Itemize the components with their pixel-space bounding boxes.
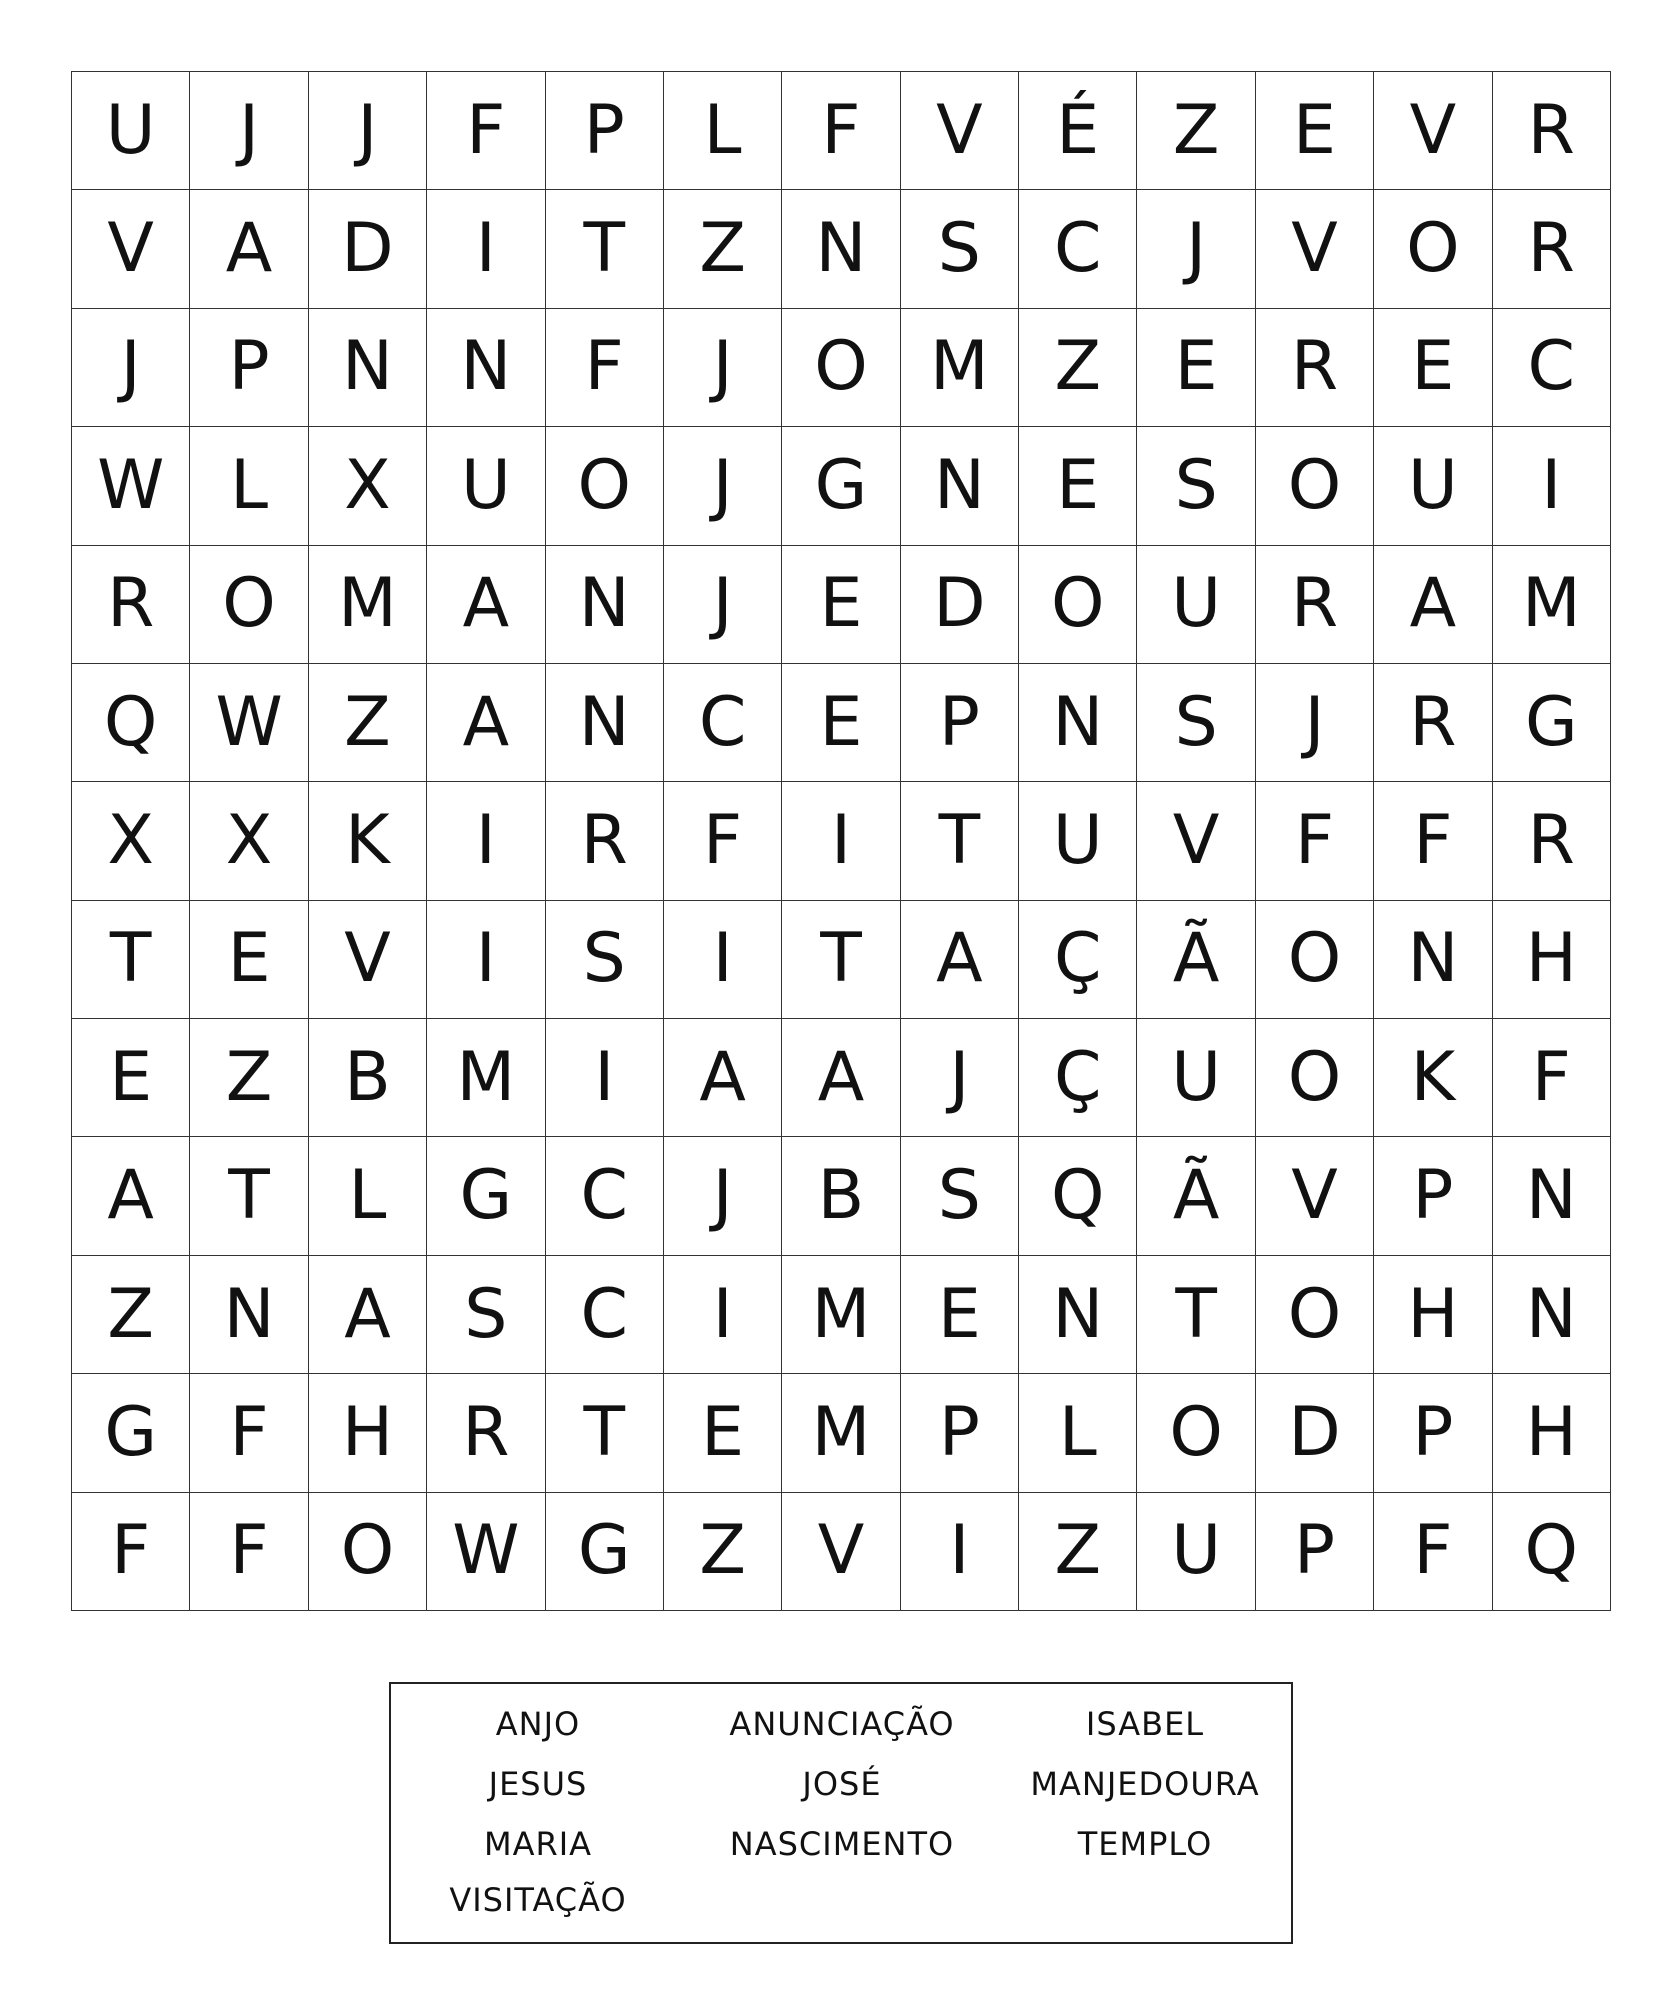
grid-cell[interactable]: A: [309, 1256, 427, 1374]
grid-cell[interactable]: J: [901, 1019, 1019, 1137]
grid-cell[interactable]: S: [546, 901, 664, 1019]
grid-cell[interactable]: D: [901, 546, 1019, 664]
word-list-item: TEMPLO: [1077, 1825, 1213, 1863]
word-list-item: ANJO: [495, 1705, 581, 1743]
grid-cell[interactable]: Z: [664, 190, 782, 308]
grid-cell[interactable]: D: [1256, 1374, 1374, 1492]
grid-cell[interactable]: F: [546, 309, 664, 427]
grid-cell[interactable]: G: [1493, 664, 1611, 782]
grid-cell[interactable]: J: [664, 546, 782, 664]
grid-cell[interactable]: S: [427, 1256, 545, 1374]
grid-cell[interactable]: A: [664, 1019, 782, 1137]
grid-cell[interactable]: O: [1256, 1256, 1374, 1374]
grid-cell[interactable]: E: [1256, 72, 1374, 190]
grid-cell[interactable]: P: [1374, 1374, 1492, 1492]
word-list-item: ISABEL: [1085, 1705, 1205, 1743]
grid-cell[interactable]: V: [782, 1493, 900, 1611]
grid-cell[interactable]: K: [1374, 1019, 1492, 1137]
grid-cell[interactable]: W: [72, 427, 190, 545]
grid-cell[interactable]: O: [190, 546, 308, 664]
grid-cell[interactable]: N: [309, 309, 427, 427]
grid-cell[interactable]: P: [901, 664, 1019, 782]
grid-cell[interactable]: T: [190, 1137, 308, 1255]
grid-cell[interactable]: X: [72, 782, 190, 900]
grid-cell[interactable]: N: [546, 664, 664, 782]
grid-cell[interactable]: F: [782, 72, 900, 190]
grid-cell[interactable]: J: [72, 309, 190, 427]
grid-cell[interactable]: R: [1256, 546, 1374, 664]
grid-cell[interactable]: R: [546, 782, 664, 900]
grid-cell[interactable]: A: [190, 190, 308, 308]
grid-cell[interactable]: B: [309, 1019, 427, 1137]
grid-cell[interactable]: J: [664, 309, 782, 427]
word-list-item: NASCIMENTO: [729, 1825, 955, 1863]
grid-cell[interactable]: V: [1256, 1137, 1374, 1255]
grid-cell[interactable]: P: [1374, 1137, 1492, 1255]
grid-cell[interactable]: N: [1493, 1137, 1611, 1255]
grid-cell[interactable]: V: [901, 72, 1019, 190]
grid-cell[interactable]: Z: [190, 1019, 308, 1137]
grid-cell[interactable]: Z: [1137, 72, 1255, 190]
word-list-item: MANJEDOURA: [1030, 1765, 1260, 1803]
grid-cell[interactable]: N: [901, 427, 1019, 545]
grid-cell[interactable]: N: [782, 190, 900, 308]
grid-cell[interactable]: R: [1374, 664, 1492, 782]
grid-cell[interactable]: S: [1137, 664, 1255, 782]
grid-cell[interactable]: V: [72, 190, 190, 308]
grid-cell[interactable]: Z: [664, 1493, 782, 1611]
grid-cell[interactable]: G: [782, 427, 900, 545]
grid-cell[interactable]: E: [72, 1019, 190, 1137]
grid-cell[interactable]: G: [427, 1137, 545, 1255]
word-list: [389, 1682, 1293, 1944]
word-list-item: MARIA: [483, 1825, 593, 1863]
grid-cell[interactable]: W: [190, 664, 308, 782]
grid-cell[interactable]: Z: [72, 1256, 190, 1374]
grid-cell[interactable]: N: [546, 546, 664, 664]
grid-cell[interactable]: F: [1374, 1493, 1492, 1611]
grid-cell[interactable]: F: [664, 782, 782, 900]
grid-cell[interactable]: O: [782, 309, 900, 427]
grid-cell[interactable]: Ç: [1019, 1019, 1137, 1137]
grid-cell[interactable]: N: [1374, 901, 1492, 1019]
grid-cell[interactable]: P: [1256, 1493, 1374, 1611]
grid-cell[interactable]: O: [1019, 546, 1137, 664]
grid-cell[interactable]: O: [546, 427, 664, 545]
grid-cell[interactable]: U: [1137, 1019, 1255, 1137]
grid-cell[interactable]: U: [1137, 1493, 1255, 1611]
grid-cell[interactable]: R: [1493, 72, 1611, 190]
grid-cell[interactable]: I: [782, 782, 900, 900]
grid-cell[interactable]: N: [1019, 1256, 1137, 1374]
grid-cell[interactable]: N: [190, 1256, 308, 1374]
grid-cell[interactable]: Z: [1019, 1493, 1137, 1611]
grid-cell[interactable]: O: [1374, 190, 1492, 308]
grid-cell[interactable]: I: [427, 190, 545, 308]
grid-cell[interactable]: J: [190, 72, 308, 190]
grid-cell[interactable]: J: [1137, 190, 1255, 308]
grid-cell[interactable]: A: [901, 901, 1019, 1019]
grid-cell[interactable]: G: [72, 1374, 190, 1492]
grid-cell[interactable]: A: [427, 546, 545, 664]
grid-cell[interactable]: E: [1137, 309, 1255, 427]
grid-cell[interactable]: R: [1493, 782, 1611, 900]
grid-cell[interactable]: I: [901, 1493, 1019, 1611]
grid-cell[interactable]: Q: [72, 664, 190, 782]
grid-cell[interactable]: T: [546, 190, 664, 308]
grid-cell[interactable]: A: [72, 1137, 190, 1255]
grid-cell[interactable]: É: [1019, 72, 1137, 190]
grid-cell[interactable]: U: [1137, 546, 1255, 664]
grid-cell[interactable]: G: [546, 1493, 664, 1611]
grid-cell[interactable]: E: [782, 664, 900, 782]
grid-cell[interactable]: V: [1256, 190, 1374, 308]
grid-cell[interactable]: E: [1019, 427, 1137, 545]
word-list-item: JESUS: [488, 1765, 588, 1803]
grid-cell[interactable]: M: [309, 546, 427, 664]
grid-cell[interactable]: S: [901, 1137, 1019, 1255]
grid-cell[interactable]: T: [72, 901, 190, 1019]
grid-cell[interactable]: U: [1019, 782, 1137, 900]
grid-cell[interactable]: D: [309, 190, 427, 308]
grid-cell[interactable]: Q: [1493, 1493, 1611, 1611]
grid-cell[interactable]: M: [901, 309, 1019, 427]
grid-cell[interactable]: R: [1493, 190, 1611, 308]
grid-cell[interactable]: Ç: [1019, 901, 1137, 1019]
grid-cell[interactable]: M: [1493, 546, 1611, 664]
grid-cell[interactable]: Q: [1019, 1137, 1137, 1255]
grid-cell[interactable]: E: [1374, 309, 1492, 427]
grid-cell[interactable]: H: [309, 1374, 427, 1492]
grid-cell[interactable]: J: [664, 427, 782, 545]
grid-cell[interactable]: X: [309, 427, 427, 545]
grid-cell[interactable]: U: [1374, 427, 1492, 545]
grid-cell[interactable]: L: [309, 1137, 427, 1255]
grid-cell[interactable]: X: [190, 782, 308, 900]
grid-cell[interactable]: F: [1374, 782, 1492, 900]
grid-cell[interactable]: I: [664, 901, 782, 1019]
grid-cell[interactable]: W: [427, 1493, 545, 1611]
grid-cell[interactable]: S: [1137, 427, 1255, 545]
grid-cell[interactable]: E: [664, 1374, 782, 1492]
grid-cell[interactable]: C: [664, 664, 782, 782]
grid-cell[interactable]: I: [427, 782, 545, 900]
grid-cell[interactable]: V: [309, 901, 427, 1019]
grid-cell[interactable]: V: [1137, 782, 1255, 900]
grid-cell[interactable]: H: [1493, 1374, 1611, 1492]
grid-cell[interactable]: I: [546, 1019, 664, 1137]
grid-cell[interactable]: V: [1374, 72, 1492, 190]
grid-cell[interactable]: R: [427, 1374, 545, 1492]
grid-cell[interactable]: A: [782, 1019, 900, 1137]
grid-cell[interactable]: P: [901, 1374, 1019, 1492]
grid-cell[interactable]: I: [427, 901, 545, 1019]
grid-cell[interactable]: O: [1256, 901, 1374, 1019]
grid-cell[interactable]: L: [190, 427, 308, 545]
grid-cell[interactable]: R: [72, 546, 190, 664]
word-list-item: VISITAÇÃO: [449, 1881, 627, 1919]
grid-cell[interactable]: F: [1256, 782, 1374, 900]
grid-cell[interactable]: M: [782, 1374, 900, 1492]
grid-cell[interactable]: L: [1019, 1374, 1137, 1492]
grid-cell[interactable]: H: [1374, 1256, 1492, 1374]
grid-cell[interactable]: O: [1256, 1019, 1374, 1137]
grid-cell[interactable]: I: [1493, 427, 1611, 545]
grid-cell[interactable]: Z: [1019, 309, 1137, 427]
grid-cell[interactable]: J: [664, 1137, 782, 1255]
grid-cell[interactable]: F: [1493, 1019, 1611, 1137]
grid-cell[interactable]: O: [1256, 427, 1374, 545]
word-list-item: JOSÉ: [802, 1765, 882, 1803]
grid-cell[interactable]: Ã: [1137, 901, 1255, 1019]
grid-cell[interactable]: R: [1256, 309, 1374, 427]
grid-cell[interactable]: N: [1493, 1256, 1611, 1374]
grid-cell[interactable]: O: [309, 1493, 427, 1611]
grid-cell[interactable]: K: [309, 782, 427, 900]
grid-cell[interactable]: F: [72, 1493, 190, 1611]
grid-cell[interactable]: U: [72, 72, 190, 190]
grid-cell[interactable]: E: [782, 546, 900, 664]
grid-cell[interactable]: N: [427, 309, 545, 427]
grid-cell[interactable]: T: [901, 782, 1019, 900]
grid-cell[interactable]: S: [901, 190, 1019, 308]
grid-cell[interactable]: C: [546, 1137, 664, 1255]
grid-cell[interactable]: O: [1137, 1374, 1255, 1492]
grid-cell[interactable]: F: [190, 1374, 308, 1492]
grid-cell[interactable]: M: [782, 1256, 900, 1374]
grid-cell[interactable]: C: [1493, 309, 1611, 427]
grid-cell[interactable]: Z: [309, 664, 427, 782]
grid-cell[interactable]: I: [664, 1256, 782, 1374]
grid-cell[interactable]: E: [190, 901, 308, 1019]
grid-cell[interactable]: Ã: [1137, 1137, 1255, 1255]
grid-cell[interactable]: E: [901, 1256, 1019, 1374]
grid-cell[interactable]: F: [427, 72, 545, 190]
letter-grid: [71, 71, 1611, 1611]
grid-cell[interactable]: U: [427, 427, 545, 545]
grid-cell[interactable]: M: [427, 1019, 545, 1137]
grid-cell[interactable]: H: [1493, 901, 1611, 1019]
grid-cell[interactable]: A: [427, 664, 545, 782]
grid-cell[interactable]: A: [1374, 546, 1492, 664]
grid-cell[interactable]: F: [190, 1493, 308, 1611]
grid-cell[interactable]: C: [546, 1256, 664, 1374]
grid-cell[interactable]: T: [546, 1374, 664, 1492]
grid-cell[interactable]: P: [546, 72, 664, 190]
grid-cell[interactable]: J: [309, 72, 427, 190]
grid-cell[interactable]: B: [782, 1137, 900, 1255]
grid-cell[interactable]: J: [1256, 664, 1374, 782]
grid-cell[interactable]: C: [1019, 190, 1137, 308]
word-list-item: ANUNCIAÇÃO: [729, 1705, 955, 1743]
grid-cell[interactable]: N: [1019, 664, 1137, 782]
grid-cell[interactable]: L: [664, 72, 782, 190]
grid-cell[interactable]: T: [782, 901, 900, 1019]
grid-cell[interactable]: P: [190, 309, 308, 427]
grid-cell[interactable]: T: [1137, 1256, 1255, 1374]
